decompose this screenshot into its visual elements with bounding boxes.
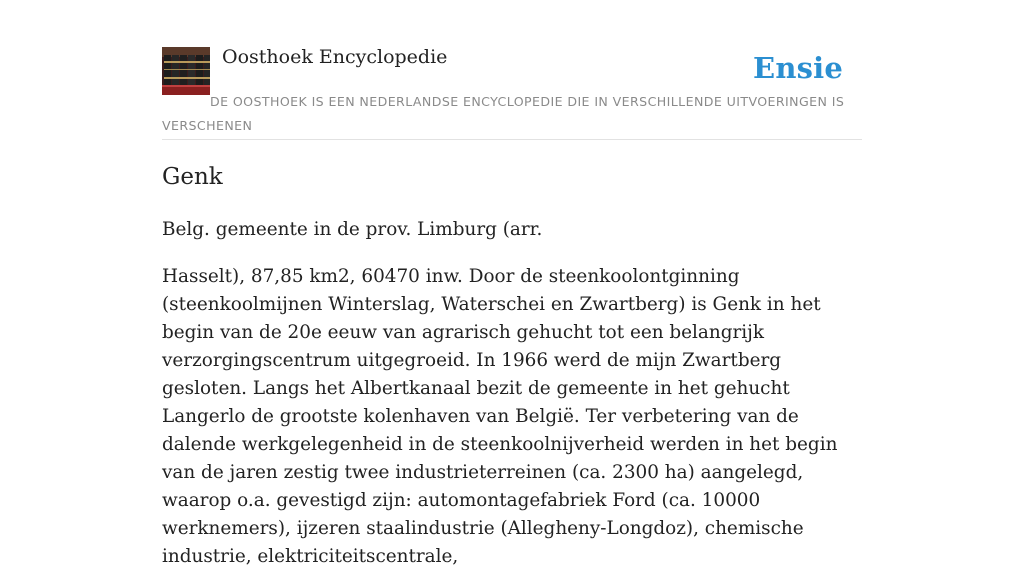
publication-description: DE OOSTHOEK IS EEN NEDERLANDSE ENCYCLOPEDIE DIE IN VERSCHILLENDE UITVOERINGEN IS VERSCHENEN	[162, 94, 845, 133]
page-container	[162, 0, 862, 567]
publication-avatar[interactable]	[162, 47, 210, 95]
publication-header	[162, 0, 862, 140]
encyclopedia-books-icon	[162, 47, 210, 95]
publication-name[interactable]: Oosthoek Encyclopedie	[222, 46, 448, 68]
article-title: Genk	[162, 164, 223, 190]
brand-logo[interactable]: Ensie	[753, 51, 843, 85]
article-paragraph: Hasselt), 87,85 km2, 60470 inw. Door de steenkoolontginning (steenkoolmijnen Winterslag, Waterschei en Zwartberg) is Genk in het begin van de 20e eeuw van agrarisch gehucht tot een belangrijk verzorgingscentrum uitgegroeid. In 1966 werd de mijn Zwartberg gesloten. Langs het Albertkanaal bezit de gemeente in het gehucht Langerlo de grootste kolenhaven van België. Ter verbetering van de dalende werkgelegenheid in de steenkoolnijverheid werden in het begin van de jaren zestig twee industrieterreinen (ca. 2300 ha) aangelegd, waarop o.a. gevestigd zijn: automontagefabriek Ford (ca. 10000 werknemers), ijzeren staalindustrie (Allegheny-Longdoz), chemische industrie, elektriciteitscentrale,	[162, 266, 838, 567]
article-paragraph: Belg. gemeente in de prov. Limburg (arr.	[162, 219, 543, 240]
